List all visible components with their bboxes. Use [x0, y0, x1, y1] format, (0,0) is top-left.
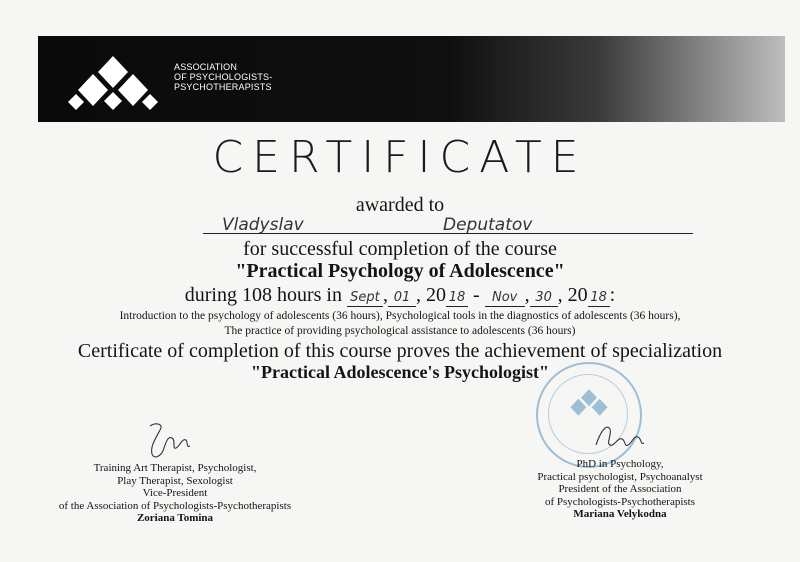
signatory-right-block [520, 458, 720, 521]
org-line-3: PSYCHOTHERAPISTS [174, 82, 272, 92]
proves-text: Certificate of completion of this course proves the achievement of specialization [77, 340, 723, 362]
end-year-suffix: 18 [588, 290, 610, 307]
signatory-right-line-2: Practical psychologist, Psychoanalyst [537, 470, 703, 483]
signatory-left-line-3: Vice-President [142, 487, 208, 499]
signatory-left-name: Zoriana Tomina [136, 512, 214, 524]
recipient-first-name: Vladyslav [222, 215, 304, 235]
name-underline [203, 233, 693, 234]
date-dash: - [472, 284, 480, 306]
signatory-left-line-4: of the Association of Psychologists-Psychotherapists [58, 499, 292, 512]
association-logo-icon [66, 54, 160, 110]
duration-prefix: during 108 hours in [184, 284, 342, 306]
signature-left [142, 420, 202, 464]
signatory-right-name: Mariana Velykodna [573, 508, 667, 520]
signatory-right-line-1: PhD in Psychology, [576, 458, 664, 470]
duration-line: during 108 hours in Sept , 01 , 20 18 - Nov , 30 , 20 18 : [184, 284, 616, 306]
start-day: 01 [388, 290, 416, 307]
signatory-left-line-2: Play Therapist, Sexologist [117, 474, 233, 487]
start-month: Sept [347, 290, 383, 307]
org-line-1: ASSOCIATION [174, 62, 238, 72]
signature-right [590, 415, 650, 455]
course-name: "Practical Psychology of Adolescence" [235, 260, 565, 282]
org-line-2: OF PSYCHOLOGISTS- [174, 72, 273, 82]
signatory-right-line-3: President of the Association [558, 483, 682, 495]
start-year-suffix: 18 [446, 290, 468, 307]
signatory-right-line-4: of Psychologists-Psychotherapists [544, 495, 696, 508]
completion-text: for successful completion of the course [243, 238, 557, 260]
signatory-left-line-1: Training Art Therapist, Psychologist, [93, 462, 257, 474]
stamp-logo-icon [564, 388, 614, 418]
awarded-to-text: awarded to [355, 194, 445, 216]
end-day: 30 [530, 290, 558, 307]
organization-name [174, 62, 272, 92]
start-year-prefix: 20 [425, 284, 446, 306]
end-month: Nov [485, 290, 525, 307]
topics-line-2: The practice of providing psychological assistance to adolescents (36 hours) [224, 325, 576, 337]
end-year-prefix: 20 [567, 284, 588, 306]
specialization-name: "Practical Adolescence's Psychologist" [251, 362, 549, 382]
certificate-title: CERTIFICATE [212, 132, 588, 183]
recipient-last-name: Deputatov [443, 215, 533, 235]
topics-line-1: Introduction to the psychology of adolescents (36 hours), Psychological tools in the diagnostics of adolescents (36 hours), [119, 310, 681, 322]
signatory-left-block [50, 462, 300, 525]
